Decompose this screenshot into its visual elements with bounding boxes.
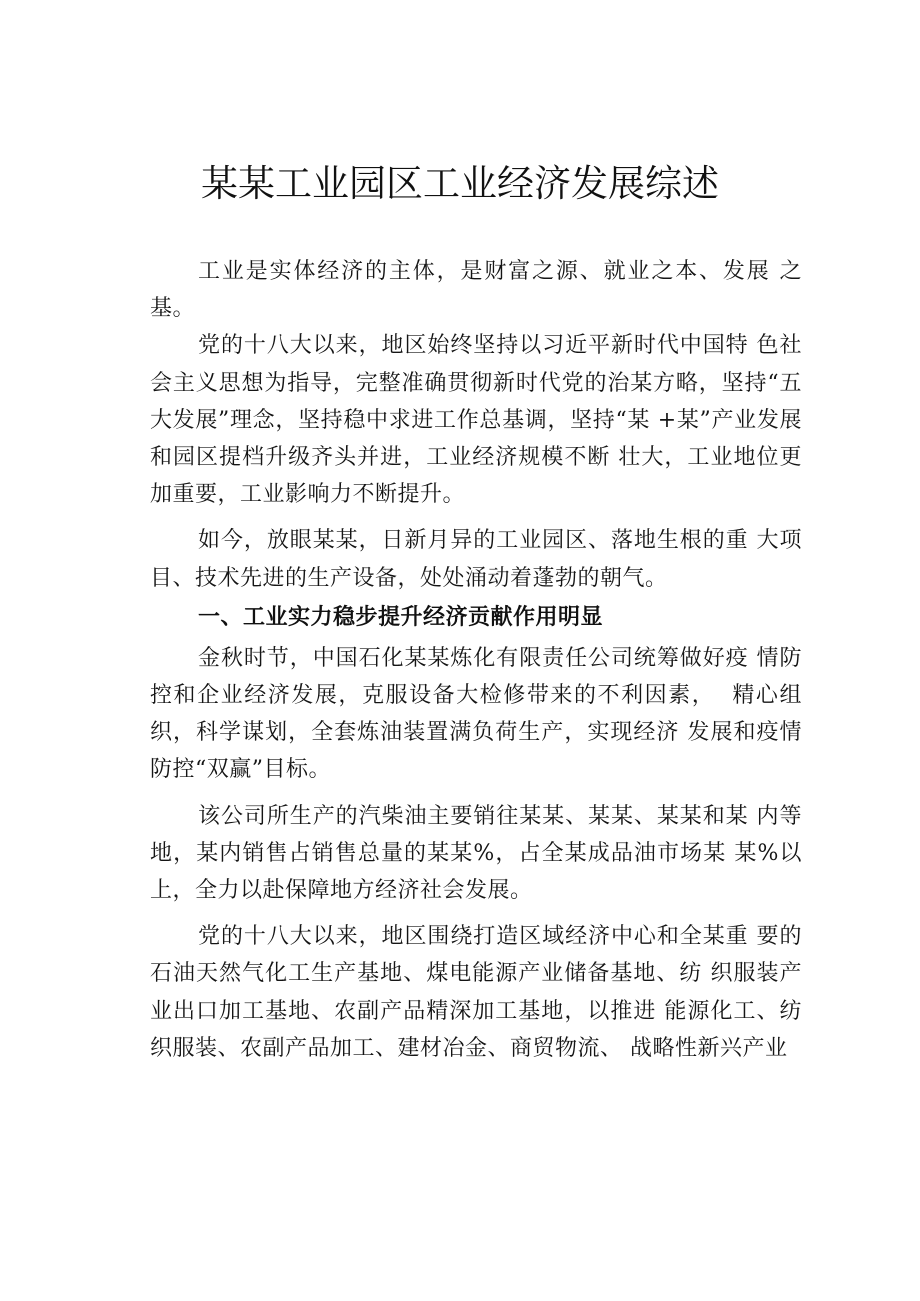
paragraph-intro: 工业是实体经济的主体，是财富之源、就业之本、发展 之基。 [150, 259, 802, 322]
paragraph-sales: 该公司所生产的汽柴油主要销往某某、某某、某某和某 内等地，某内销售占销售总量的某某%，占全某成品油市场某 某%以上，全力以赴保障地方经济社会发展。 [150, 803, 802, 904]
document-body [150, 253, 802, 1067]
paragraph-eighteenth-congress: 党的十八大以来，地区始终坚持以习近平新时代中国特 色社会主义思想为指导，完整准确贯彻新时代党的治某方略，坚持“五大发展”理念，坚持稳中求进工作总基调，坚持“某 +某”产业发展和园区提档升级齐头并进，工业经济规模不断 壮大，工业地位更加重要，工业影响力不断提升。 [150, 333, 802, 508]
section-heading: 一、工业实力稳步提升经济贡献作用明显 [198, 604, 604, 630]
document-title: 某某工业园区工业经济发展综述 [201, 162, 719, 205]
paragraph-outlook: 如今，放眼某某，日新月异的工业园区、落地生根的重 大项目、技术先进的生产设备，处处涌动着蓬勃的朝气。 [150, 528, 802, 591]
paragraph-bases: 党的十八大以来，地区围绕打造区域经济中心和全某重 要的石油天然气化工生产基地、煤电能源产业储备基地、纺 织服装产业出口加工基地、农副产品精深加工基地，以推进 能源化工、纺织服装、农副产品加工、建材冶金、商贸物流、 战略性新兴产业 [150, 924, 802, 1061]
paragraph-sinopec: 金秋时节，中国石化某某炼化有限责任公司统筹做好疫 情防控和企业经济发展，克服设备大检修带来的不利因素， 精心组织，科学谋划，全套炼油装置满负荷生产，实现经济 发展和疫情防控“双赢”目标。 [150, 645, 802, 783]
